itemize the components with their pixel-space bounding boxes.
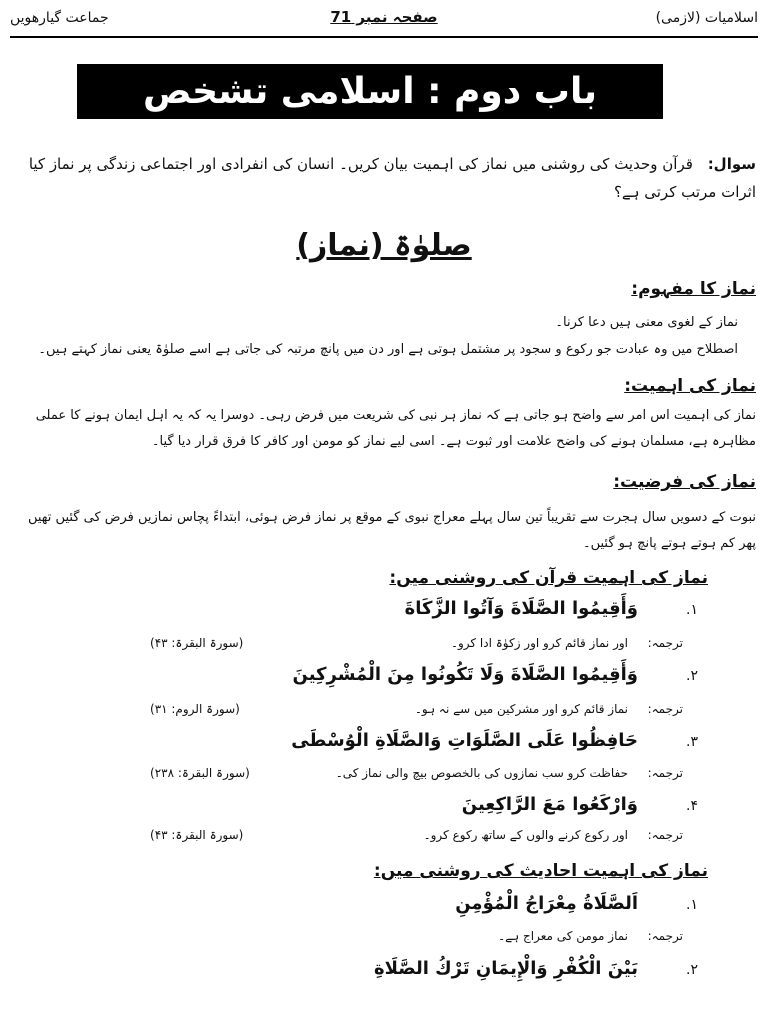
quran-num-3: ۳. [686, 734, 698, 750]
quran-ref-3: (سورۃ البقرۃ: ۲۳۸) [150, 766, 250, 780]
quran-ref-4: (سورۃ البقرۃ: ۴۳) [150, 828, 244, 842]
quran-label-4: ترجمہ: [647, 828, 683, 842]
heading-mafhoom: نماز کا مفہوم: [631, 279, 756, 299]
heading-hadith: نماز کی اہمیت احادیث کی روشنی میں: [373, 861, 708, 881]
quran-verse-2: وَأَقِیمُوا الصَّلَاةَ وَلَا تَكُونُوا مِنَ الْمُشْرِكِينَ [292, 664, 638, 685]
farziyat-text: نبوت کے دسویں سال ہجرت سے تقریباً تین سال پہلے معراج نبوی کے موقع پر نماز فرض ہوئی، ابتداءً پچاس نمازیں فرض کی گئیں تھیں پھر کم ہوتے ہوتے پانچ ہو گئیں۔ [27, 510, 756, 551]
quran-translation-1: اور نماز قائم کرو اور زکوٰۃ ادا کرو۔ [450, 636, 628, 650]
quran-num-4: ۴. [686, 798, 698, 814]
question-text: قرآن وحدیث کی روشنی میں نماز کی اہمیت بیان کریں۔ انسان کی انفرادی اور اجتماعی زندگی پر نماز کیا اثرات مرتب کرتی ہے؟ [28, 155, 756, 201]
hadith-translation-1: نماز مومن کی معراج ہے۔ [498, 929, 628, 943]
heading-ahmiyat: نماز کی اہمیت: [624, 376, 756, 396]
quran-ref-2: (سورۃ الروم: ۳۱) [150, 702, 240, 716]
header-divider [10, 36, 758, 38]
mafhoom-line2: اصطلاح میں وہ عبادت جو رکوع و سجود پر مشتمل ہوتی ہے اور دن میں پانچ مرتبہ کی جاتی ہے اسے صلوٰۃ یعنی نماز کہتے ہیں۔ [38, 342, 738, 357]
quran-label-1: ترجمہ: [647, 636, 683, 650]
class-label: جماعت گیارھویں [10, 10, 109, 26]
heading-farziyat: نماز کی فرضیت: [613, 472, 756, 492]
quran-num-2: ۲. [686, 668, 698, 684]
mafhoom-line1: نماز کے لغوی معنی ہیں دعا کرنا۔ [555, 315, 738, 330]
quran-ref-1: (سورۃ البقرۃ: ۴۳) [150, 636, 244, 650]
quran-translation-3: حفاظت کرو سب نمازوں کی بالخصوص بیچ والی نماز کی۔ [335, 766, 628, 780]
ahmiyat-text: نماز کی اہمیت اس امر سے واضح ہو جاتی ہے کہ نماز ہر نبی کی شریعت میں فرض رہی۔ دوسرا یہ کہ یہ اہل ایمان ہونے کا عملی مظاہرہ ہے، مسلمان ہونے کی واضح علامت اور ثبوت ہے۔ اسی لیے نماز کو مومن اور کافر کا فرق قرار دیا گیا۔ [35, 408, 756, 449]
quran-verse-1: وَأَقِیمُوا الصَّلَاةَ وَآتُوا الزَّكَاةَ [404, 598, 638, 619]
quran-verse-4: وَارْكَعُوا مَعَ الرَّاكِعِينَ [461, 794, 638, 815]
salat-title-text: صلوٰۃ (نماز) [296, 228, 472, 263]
hadith-num-1: ۱. [686, 897, 698, 913]
hadith-label-1: ترجمہ: [647, 929, 683, 943]
page-number: صفحہ نمبر 71 [330, 8, 438, 26]
subject-label: اسلامیات (لازمی) [655, 10, 758, 26]
quran-translation-2: نماز قائم کرو اور مشرکین میں سے نہ ہو۔ [414, 702, 628, 716]
question-label: سوال: [707, 155, 756, 173]
page-header [10, 8, 758, 34]
salat-title [0, 228, 768, 263]
heading-quran: نماز کی اہمیت قرآن کی روشنی میں: [389, 568, 708, 588]
quran-label-3: ترجمہ: [647, 766, 683, 780]
hadith-text-2: بَيْنَ الْكُفْرِ وَالْإِيمَانِ تَرْكُ الصَّلَاةِ [373, 958, 638, 979]
hadith-num-2: ۲. [686, 962, 698, 978]
quran-verse-3: حَافِظُوا عَلَى الصَّلَوَاتِ وَالصَّلَاةِ الْوُسْطَى [291, 730, 638, 751]
quran-label-2: ترجمہ: [647, 702, 683, 716]
quran-translation-4: اور رکوع کرنے والوں کے ساتھ رکوع کرو۔ [423, 828, 628, 842]
question [12, 150, 756, 206]
quran-num-1: ۱. [686, 602, 698, 618]
hadith-text-1: اَلصَّلَاةُ مِعْرَاجُ الْمُؤْمِنِ [455, 893, 638, 914]
chapter-title: باب دوم : اسلامی تشخص [77, 64, 663, 119]
